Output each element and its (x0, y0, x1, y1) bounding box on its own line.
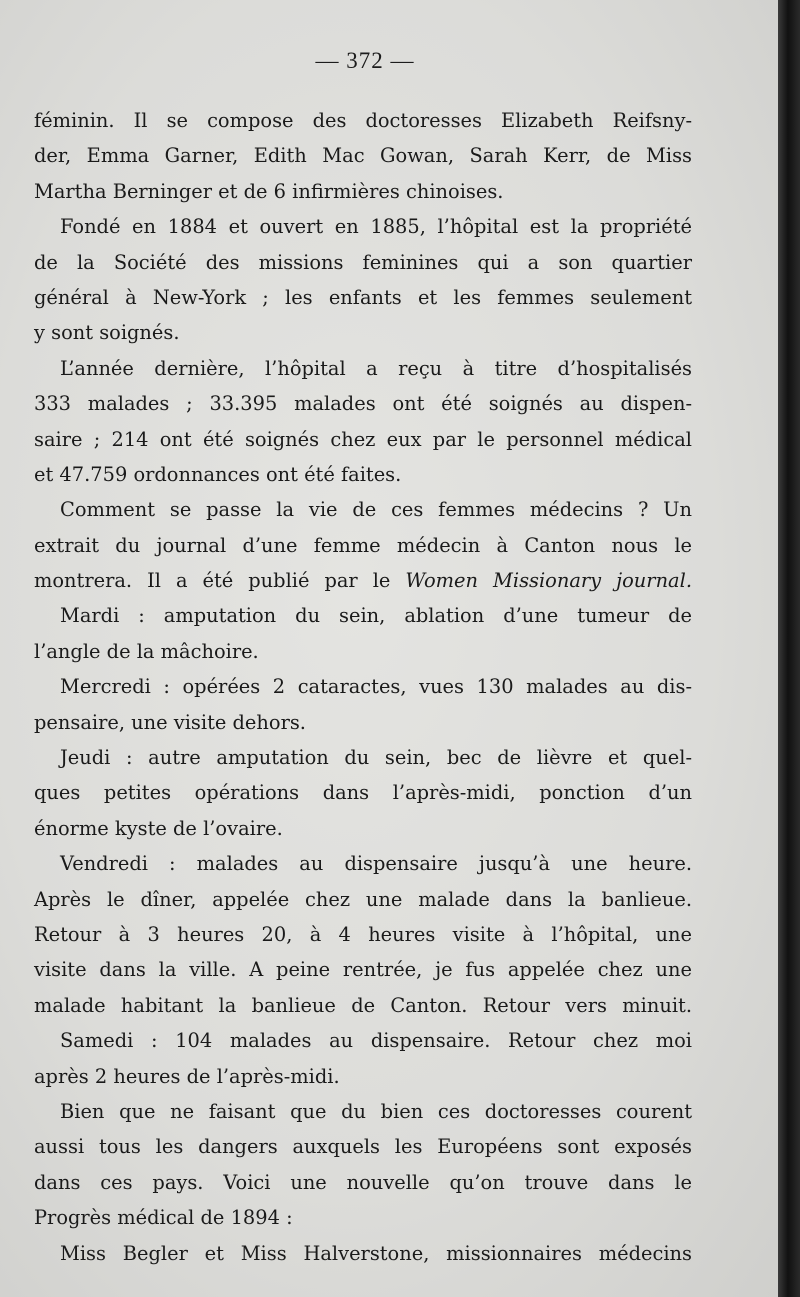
text-line-content: Mercredi : opérées 2 cataractes, vues 130 malades au dis- (60, 675, 692, 699)
text-line (34, 988, 692, 1023)
text-line-content: ques petites opérations dans l’après-midi, ponction d’un (34, 781, 692, 805)
text-line (34, 351, 692, 386)
text-line (34, 1129, 692, 1164)
text-line (34, 492, 692, 527)
text-line-content: y sont soignés. (34, 321, 180, 345)
text-line-content: énorme kyste de l’ovaire. (34, 816, 283, 840)
text-line-content: Progrès médical de 1894 : (34, 1206, 293, 1230)
text-line (34, 1023, 692, 1058)
text-line (34, 952, 692, 987)
text-line (34, 740, 692, 775)
text-line (34, 1059, 692, 1094)
text-line-content: Bien que ne faisant que du bien ces doctoresses courent (60, 1099, 692, 1123)
book-binding-edge (778, 0, 800, 1297)
text-line-content: extrait du journal d’une femme médecin à Canton nous le (34, 533, 692, 557)
text-line-content: l’angle de la mâchoire. (34, 639, 259, 663)
text-line (34, 669, 692, 704)
text-line-content: général à New-York ; les enfants et les femmes seulement (34, 285, 692, 309)
text-line (34, 811, 692, 846)
body-text (34, 103, 692, 1271)
text-line-content: Martha Berninger et de 6 infirmières chinoises. (34, 179, 504, 203)
text-line (34, 103, 692, 138)
text-line-content: saire ; 214 ont été soignés chez eux par le personnel médical (34, 427, 692, 451)
text-line-content: Vendredi : malades au dispensaire jusqu’à une heure. (60, 852, 692, 876)
text-line-content: Fondé en 1884 et ouvert en 1885, l’hôpital est la propriété (60, 215, 692, 239)
text-line (34, 1094, 692, 1129)
text-line (34, 457, 692, 492)
text-line-content: Miss Begler et Miss Halverstone, missionnaires médecins (60, 1241, 692, 1265)
text-line (34, 174, 692, 209)
text-line-content: Après le dîner, appelée chez une malade dans la banlieue. (34, 887, 692, 911)
text-line (34, 846, 692, 881)
text-line (34, 775, 692, 810)
text-line-content: der, Emma Garner, Edith Mac Gowan, Sarah Kerr, de Miss (34, 144, 692, 168)
text-line (34, 598, 692, 633)
text-line-content: dans ces pays. Voici une nouvelle qu’on trouve dans le (34, 1170, 692, 1194)
text-line (34, 138, 692, 173)
text-line-content: Mardi : amputation du sein, ablation d’une tumeur de (60, 604, 692, 628)
text-line-content: Comment se passe la vie de ces femmes médecins ? Un (60, 498, 692, 522)
text-line (34, 528, 692, 563)
text-line (34, 386, 692, 421)
text-line (34, 422, 692, 457)
text-line-content: féminin. Il se compose des doctoresses Elizabeth Reifsny- (34, 109, 692, 132)
text-line-content: Samedi : 104 malades au dispensaire. Retour chez moi (60, 1029, 692, 1053)
text-line-content: de la Société des missions feminines qui a son quartier (34, 250, 692, 274)
text-line (34, 882, 692, 917)
text-line (34, 315, 692, 350)
text-line (34, 245, 692, 280)
text-line (34, 917, 692, 952)
text-line (34, 634, 692, 669)
text-line (34, 1236, 692, 1271)
text-line-content: montrera. Il a été publié par le (34, 569, 406, 593)
text-line-content: et 47.759 ordonnances ont été faites. (34, 462, 402, 486)
text-line-content: Jeudi : autre amputation du sein, bec de lièvre et quel- (60, 746, 692, 770)
text-line (34, 563, 692, 598)
text-line-content: 333 malades ; 33.395 malades ont été soignés au dispen- (34, 392, 692, 416)
text-line-content: après 2 heures de l’après-midi. (34, 1064, 340, 1088)
text-line-content: Retour à 3 heures 20, à 4 heures visite à l’hôpital, une (34, 922, 692, 946)
journal-title: Women Missionary journal. (405, 569, 692, 593)
text-line-content: pensaire, une visite dehors. (34, 710, 306, 734)
page-number: — 372 — (315, 48, 415, 73)
text-line-content: aussi tous les dangers auxquels les Européens sont exposés (34, 1135, 692, 1159)
text-line (34, 209, 692, 244)
text-line (34, 280, 692, 315)
text-line-content: L’année dernière, l’hôpital a reçu à titre d’hospitalisés (60, 356, 692, 380)
text-line-content: malade habitant la banlieue de Canton. Retour vers minuit. (34, 993, 692, 1017)
text-line (34, 1200, 692, 1235)
text-line (34, 1165, 692, 1200)
text-line (34, 705, 692, 740)
text-line-content: visite dans la ville. A peine rentrée, je fus appelée chez une (34, 958, 692, 982)
